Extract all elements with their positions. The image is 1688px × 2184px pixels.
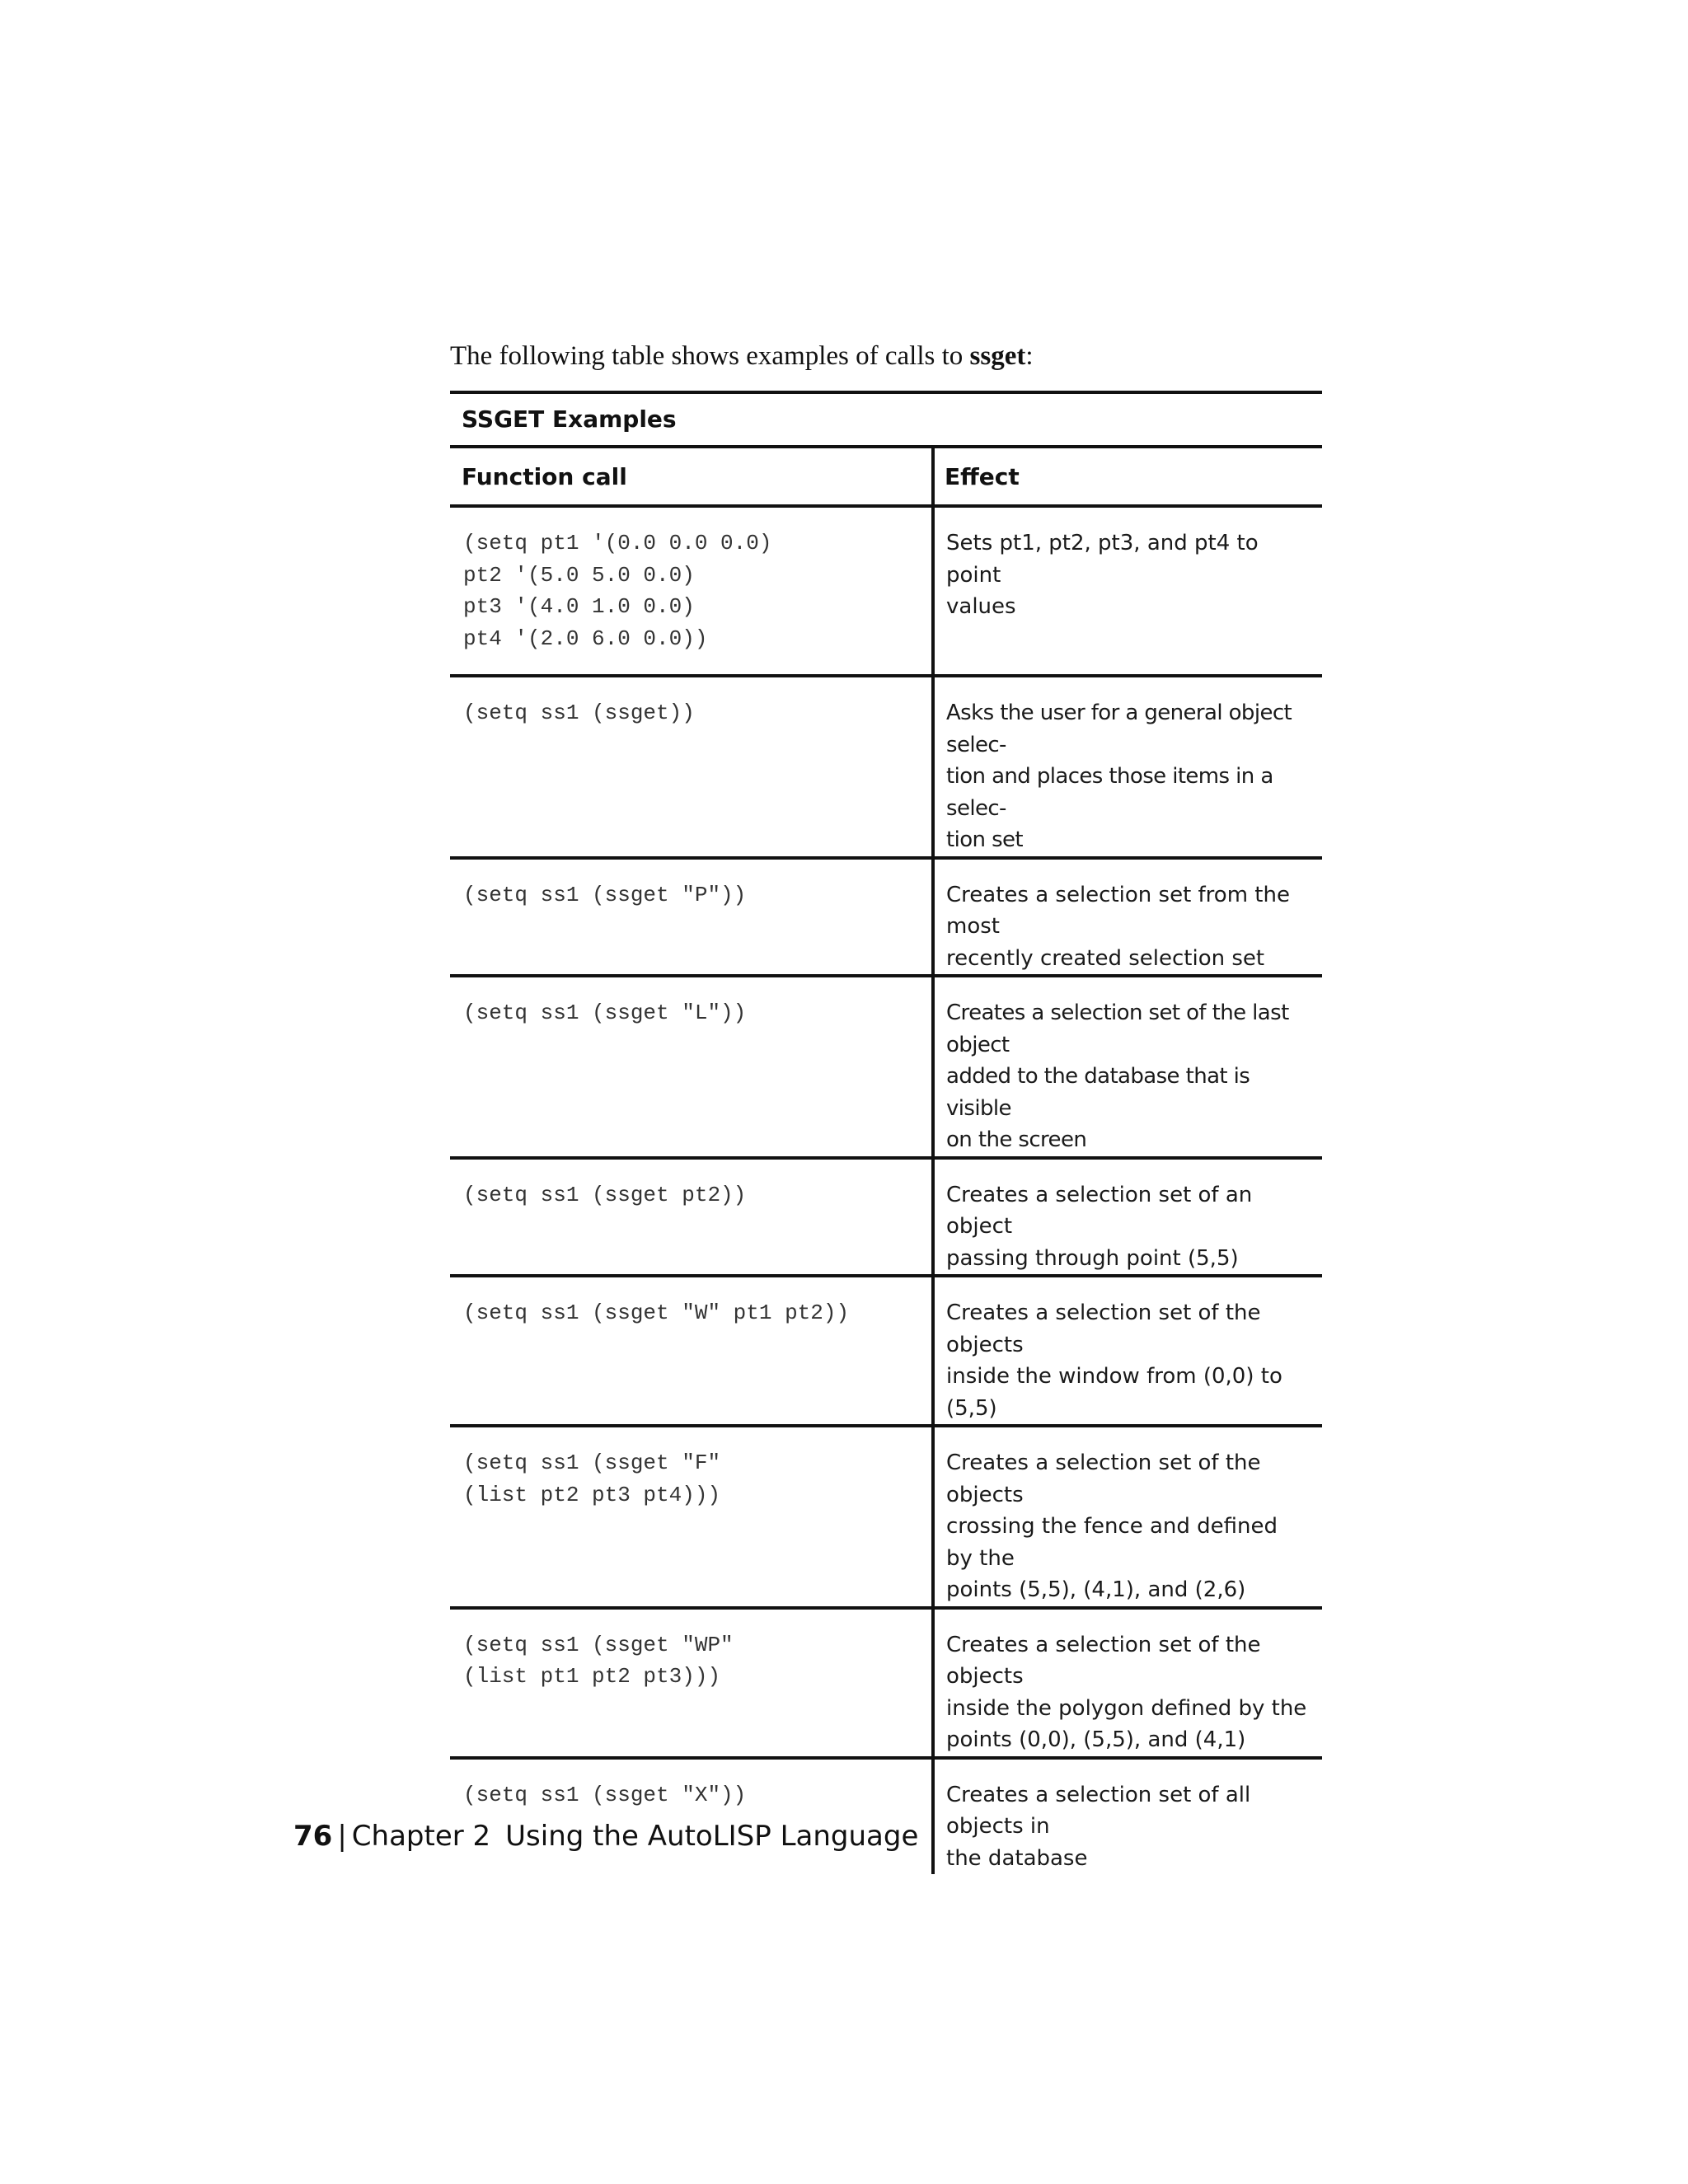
- effect-line: Creates a selection set of all objects in: [946, 1782, 1251, 1839]
- effect-line: points (0,0), (5,5), and (4,1): [946, 1727, 1246, 1752]
- effect-line: tion and places those items in a selec-: [946, 764, 1273, 821]
- effect-line: tion set: [946, 827, 1024, 852]
- code-line: (setq ss1 (ssget)): [463, 701, 695, 725]
- header-row: [450, 448, 1322, 506]
- function-call-cell: [450, 1276, 933, 1426]
- effect-cell: [933, 1276, 1322, 1426]
- table-row: [450, 506, 1322, 676]
- header-function-call: Function call: [450, 448, 933, 506]
- code-line: (setq ss1 (ssget pt2)): [463, 1182, 747, 1207]
- code-line: (list pt2 pt3 pt4))): [463, 1482, 721, 1507]
- code-line: (setq ss1 (ssget "P")): [463, 882, 747, 907]
- effect-cell: [933, 1158, 1322, 1277]
- code-line: (setq ss1 (ssget "F": [463, 1451, 721, 1475]
- code-line: pt2 '(5.0 5.0 0.0): [463, 562, 695, 588]
- effect-line: recently created selection set: [946, 945, 1265, 971]
- effect-line: Creates a selection set of the last object: [946, 1001, 1289, 1057]
- function-call-cell: [450, 506, 933, 676]
- function-call-cell: [450, 1608, 933, 1758]
- effect-line: points (5,5), (4,1), and (2,6): [946, 1577, 1246, 1602]
- function-call-cell: [450, 1158, 933, 1277]
- intro-keyword: ssget: [969, 341, 1026, 371]
- table-row: [450, 976, 1322, 1158]
- effect-line: crossing the fence and defined by the: [946, 1514, 1278, 1571]
- effect-line: Creates a selection set of the objects: [946, 1301, 1261, 1357]
- chapter-title: Using the AutoLISP Language: [505, 1820, 919, 1853]
- effect-cell: [933, 1608, 1322, 1758]
- function-call-cell: [450, 1758, 933, 1875]
- function-call-cell: [450, 676, 933, 858]
- table-row: [450, 1426, 1322, 1608]
- effect-line: inside the polygon defined by the: [946, 1695, 1307, 1721]
- function-call-cell: [450, 858, 933, 977]
- intro-text: The following table shows examples of calls to: [450, 341, 970, 371]
- table-row: [450, 676, 1322, 858]
- effect-line: the database: [946, 1845, 1088, 1871]
- table-row: [450, 1608, 1322, 1758]
- effect-line: on the screen: [946, 1127, 1087, 1152]
- effect-cell: [933, 676, 1322, 858]
- examples-grid: [450, 448, 1322, 1874]
- table-row: [450, 1758, 1322, 1875]
- function-call-cell: [450, 976, 933, 1158]
- code-line: (setq ss1 (ssget "X")): [463, 1782, 747, 1807]
- effect-cell: [933, 1758, 1322, 1875]
- intro-colon: :: [1025, 341, 1034, 371]
- effect-cell: [933, 976, 1322, 1158]
- code-line: pt3 '(4.0 1.0 0.0): [463, 594, 695, 619]
- code-line: pt4 '(2.0 6.0 0.0)): [463, 626, 708, 651]
- effect-line: values: [946, 594, 1016, 619]
- effect-line: Asks the user for a general object selec-: [946, 701, 1292, 757]
- effect-line: passing through point (5,5): [946, 1245, 1239, 1271]
- effect-line: added to the database that is visible: [946, 1064, 1250, 1121]
- code-line: (setq ss1 (ssget "L")): [463, 1001, 747, 1025]
- effect-cell: [933, 858, 1322, 977]
- header-effect: Effect: [933, 448, 1322, 506]
- function-call-cell: [450, 1426, 933, 1608]
- code-line: (setq ss1 (ssget "W" pt1 pt2)): [463, 1301, 850, 1325]
- code-line: (setq ss1 (ssget "WP": [463, 1632, 734, 1657]
- effect-line: inside the window from (0,0) to (5,5): [946, 1364, 1282, 1421]
- effect-line: Creates a selection set of an object: [946, 1182, 1253, 1239]
- effect-cell: [933, 506, 1322, 676]
- intro-paragraph: [450, 340, 1324, 373]
- effect-line: Creates a selection set of the objects: [946, 1632, 1261, 1689]
- code-line: (setq pt1 '(0.0 0.0 0.0): [463, 531, 772, 555]
- ssget-examples-table: [450, 391, 1322, 1874]
- table-row: [450, 1158, 1322, 1277]
- effect-cell: [933, 1426, 1322, 1608]
- code-line: (list pt1 pt2 pt3))): [463, 1664, 721, 1689]
- effect-line: Creates a selection set from the most: [946, 882, 1290, 939]
- table-title: SSGET Examples: [450, 391, 1322, 448]
- table-row: [450, 1276, 1322, 1426]
- table-row: [450, 858, 1322, 977]
- effect-line: Sets pt1, pt2, pt3, and pt4 to point: [946, 531, 1259, 588]
- page-footer: [293, 1818, 918, 1854]
- chapter-label: Chapter 2: [351, 1820, 491, 1853]
- page-number: 76: [293, 1820, 333, 1853]
- footer-separator: |: [337, 1820, 347, 1853]
- effect-line: Creates a selection set of the objects: [946, 1451, 1261, 1507]
